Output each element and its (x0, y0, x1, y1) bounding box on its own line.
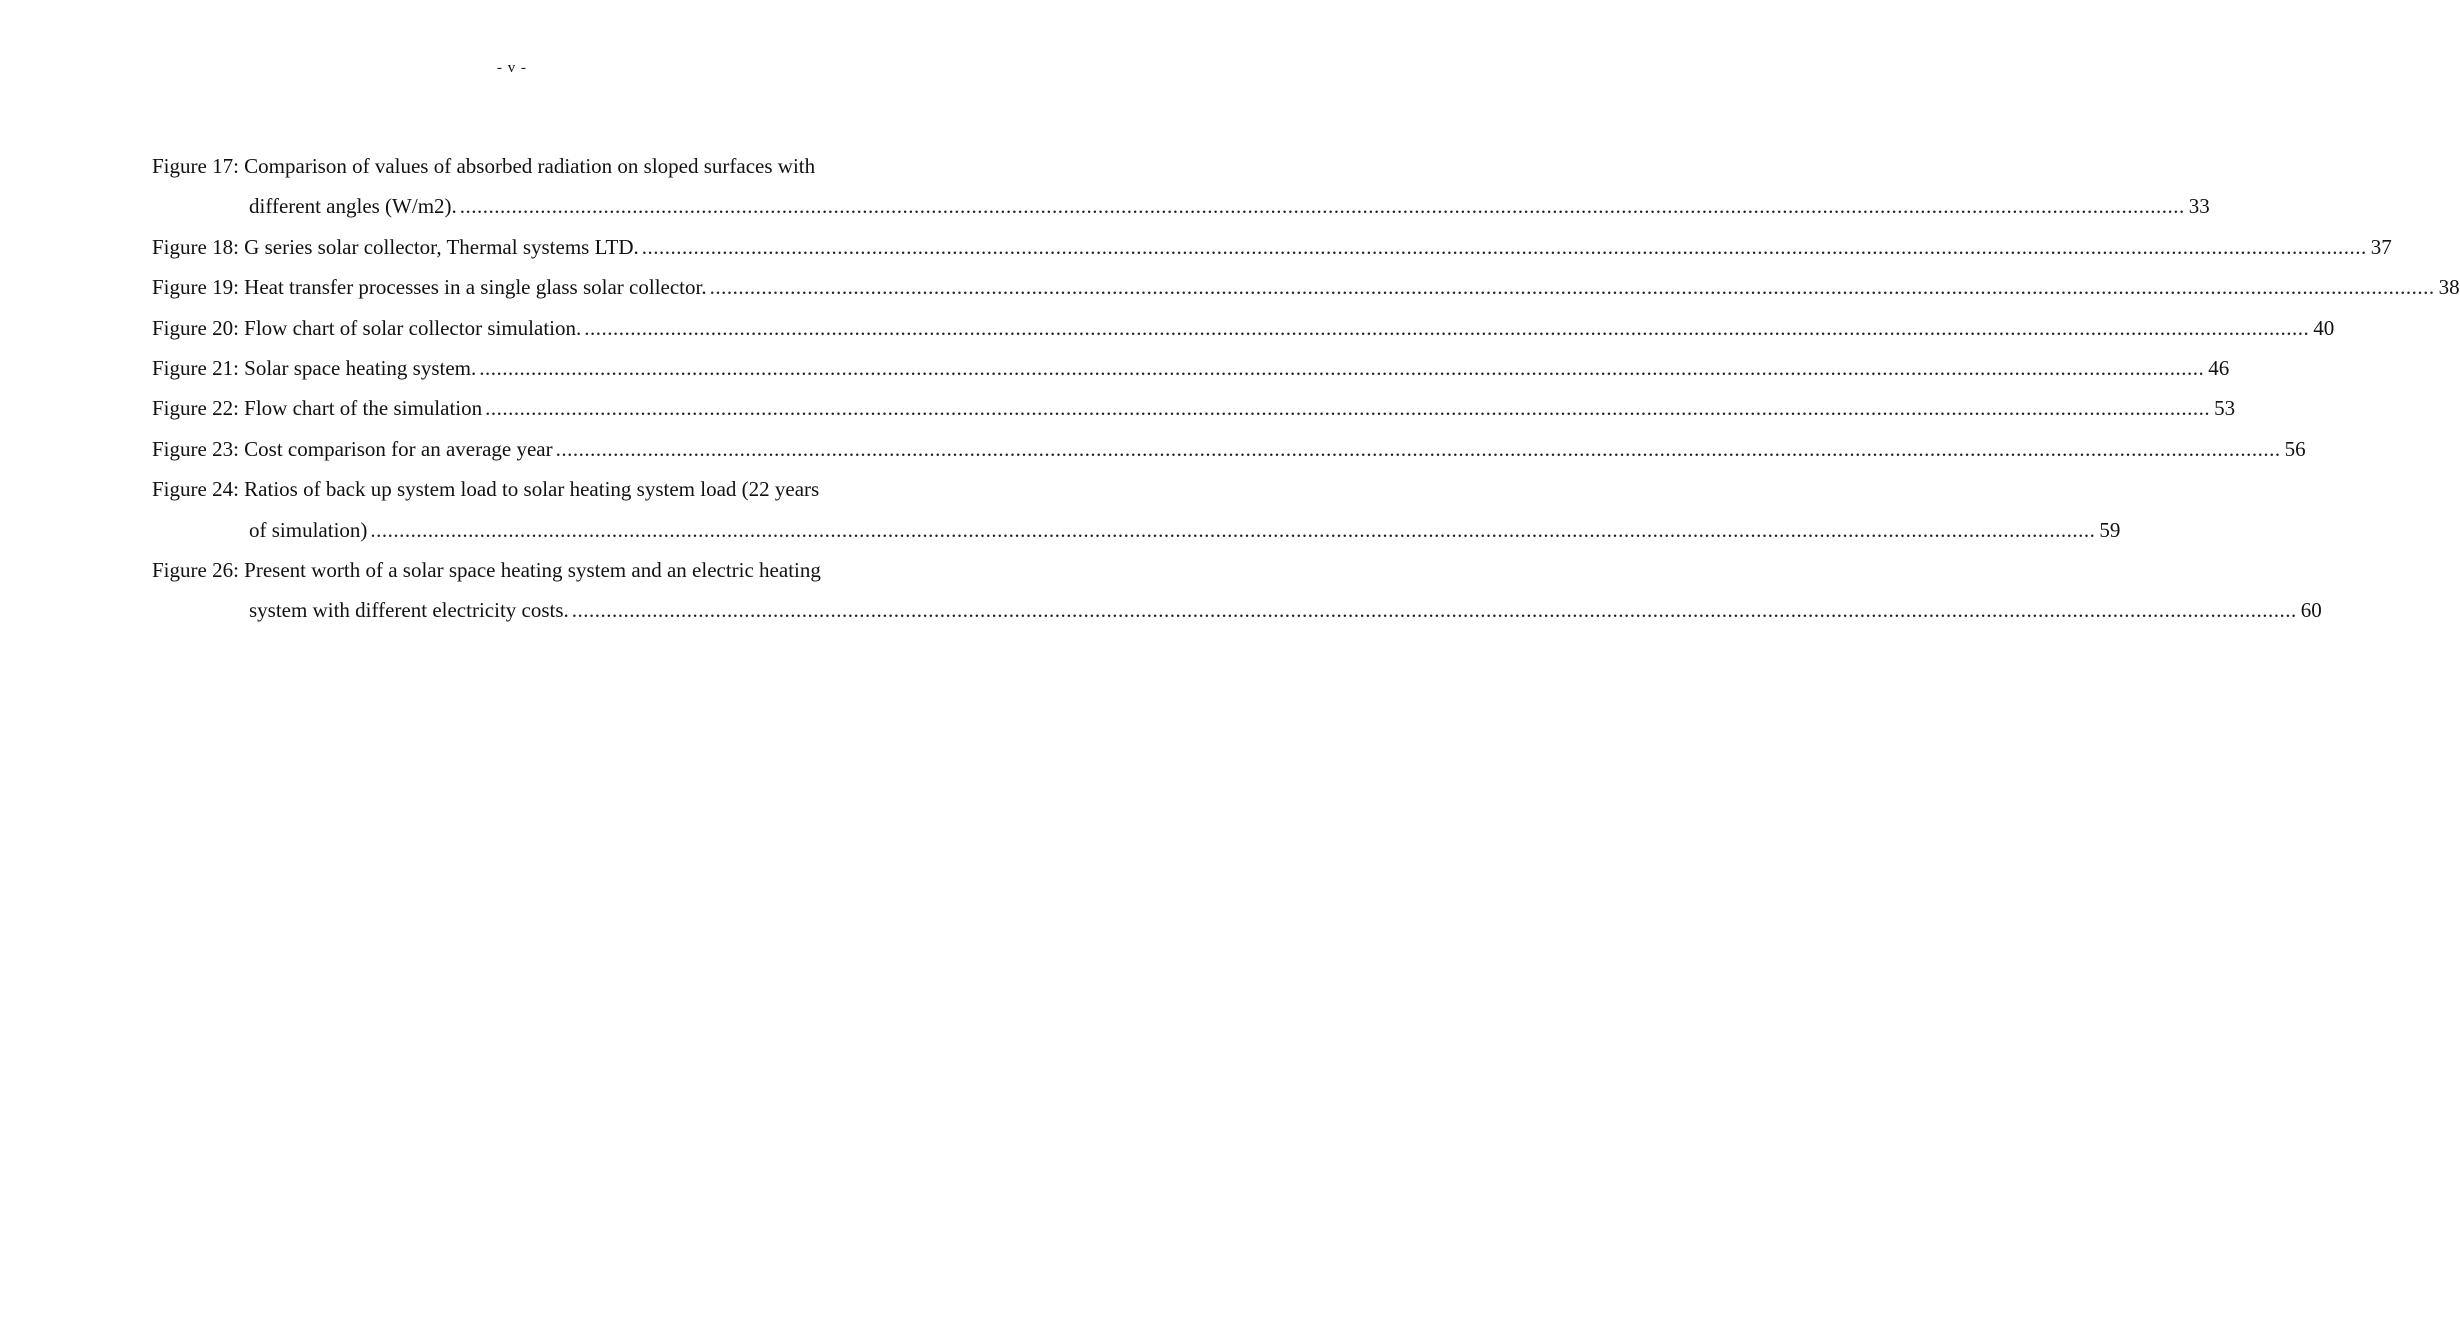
entry-page-number: 40 (2313, 315, 2335, 340)
page-number: - v - (497, 60, 527, 76)
entry-page-number: 46 (2208, 356, 2230, 381)
toc-entry[interactable] (152, 146, 2210, 227)
entry-page-number: 53 (2214, 396, 2236, 421)
toc-entry[interactable] (152, 429, 2306, 469)
dot-leader: ............................................................................................................................................................................................................................................................................................................ (584, 315, 2310, 340)
entry-title: Figure 20: Flow chart of solar collector simulation. (152, 315, 582, 340)
entry-title: Figure 18: G series solar collector, Thermal systems LTD. (152, 234, 639, 259)
dot-leader: ............................................................................................................................................................................................................................................................................................................ (459, 194, 2185, 219)
entry-title: Figure 17: Comparison of values of absorbed radiation on sloped surfaces with (152, 154, 816, 178)
entry-title-continued: system with different electricity costs. (249, 598, 569, 623)
entry-title: Figure 23: Cost comparison for an average year (152, 436, 553, 461)
entry-title: Figure 24: Ratios of back up system load to solar heating system load (22 years (152, 477, 820, 502)
toc-entry[interactable] (152, 469, 2121, 550)
dot-leader: ............................................................................................................................................................................................................................................................................................................ (485, 396, 2211, 421)
toc-entry[interactable] (152, 348, 2230, 388)
entry-page-number: 60 (2300, 598, 2322, 623)
entry-title: Figure 26: Present worth of a solar space heating system and an electric heating (152, 558, 821, 583)
dot-leader: ............................................................................................................................................................................................................................................................................................................ (555, 436, 2281, 461)
toc-entry[interactable] (152, 267, 2460, 307)
toc-entry[interactable] (152, 308, 2335, 348)
entry-page-number: 37 (2370, 234, 2392, 259)
entry-title: Figure 19: Heat transfer processes in a single glass solar collector. (152, 275, 707, 300)
dot-leader: ............................................................................................................................................................................................................................................................................................................ (641, 234, 2367, 259)
entry-page-number: 38 (2438, 275, 2460, 300)
toc-entry[interactable] (152, 388, 2236, 428)
dot-leader: ............................................................................................................................................................................................................................................................................................................ (709, 275, 2435, 300)
entry-page-number: 59 (2099, 517, 2121, 542)
dot-leader: ............................................................................................................................................................................................................................................................................................................ (370, 517, 2096, 542)
entry-title-continued: of simulation) (249, 517, 368, 542)
dot-leader: ............................................................................................................................................................................................................................................................................................................ (479, 356, 2205, 381)
entry-page-number: 56 (2284, 436, 2306, 461)
entry-title-continued: different angles (W/m2). (249, 194, 457, 219)
entry-page-number: 33 (2188, 194, 2210, 219)
list-of-figures (152, 146, 2460, 631)
dot-leader: ............................................................................................................................................................................................................................................................................................................ (571, 598, 2297, 623)
toc-entry[interactable] (152, 227, 2392, 267)
toc-entry[interactable] (152, 550, 2322, 631)
entry-title: Figure 21: Solar space heating system. (152, 356, 477, 381)
entry-title: Figure 22: Flow chart of the simulation (152, 396, 483, 421)
